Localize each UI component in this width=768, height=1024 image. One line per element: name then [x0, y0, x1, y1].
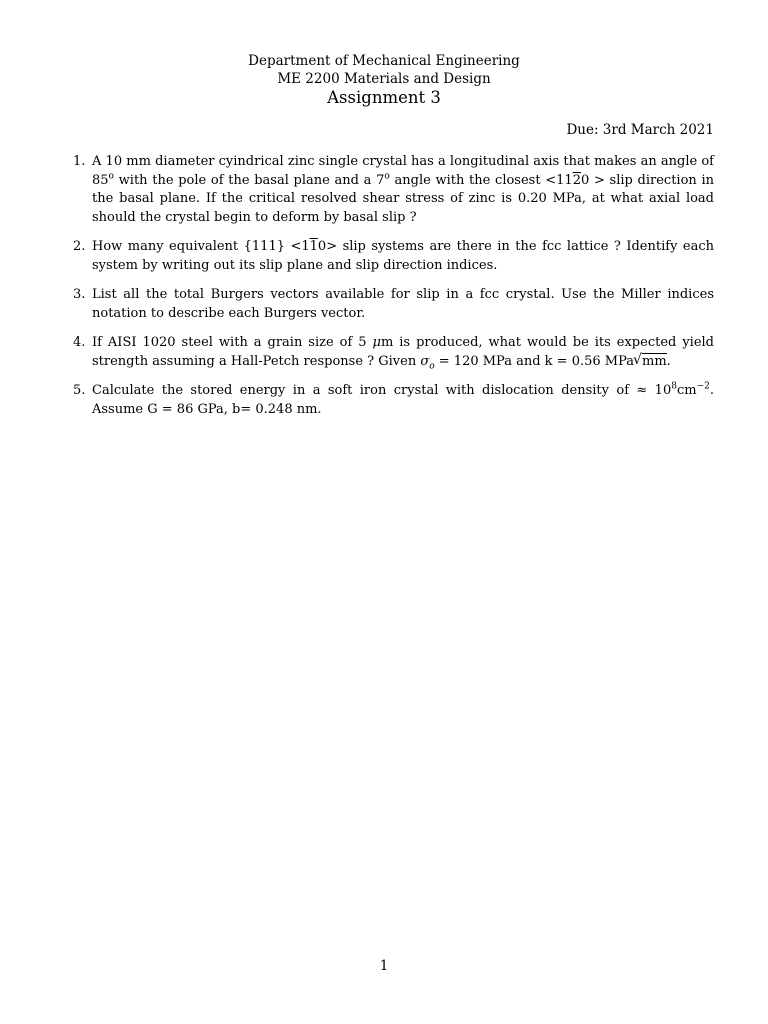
- assignment-title: Assignment 3: [327, 88, 441, 107]
- question-text: List all the total Burgers vectors available for slip in a fcc crystal. Use the Miller indices notation to describe each Burgers vector.: [92, 287, 714, 321]
- question-number: 5.: [73, 383, 86, 398]
- question-4: [73, 334, 714, 371]
- question-text: Calculate the stored energy in a soft iron crystal with dislocation density of ≈ $10^8cm^{-2}$. Assume G = 86 GPa, b= 0.248 nm.: [92, 381, 714, 417]
- question-1: [73, 153, 714, 227]
- course-title: ME 2200 Materials and Design: [277, 71, 491, 87]
- question-number: 1.: [73, 154, 86, 169]
- question-text: A 10 mm diameter cyindrical zinc single crystal has a longitudinal axis that makes an angle of 85$^o$ with the pole of the basal plane and a 7$^o$ angle with the closest <1120 > slip direction in the basal plane. If the critical resolved shear stress of zinc is 0.20 MPa, at what axial load should the crystal begin to deform by basal slip ?: [92, 154, 714, 225]
- question-2: [73, 238, 714, 275]
- due-date: Due: 3rd March 2021: [566, 122, 714, 138]
- question-list: [73, 153, 714, 430]
- question-number: 3.: [73, 287, 86, 302]
- square-root: √ mm: [634, 353, 667, 372]
- question-5: [73, 382, 714, 419]
- department-name: Department of Mechanical Engineering: [248, 53, 520, 69]
- question-text: How many equivalent {111} <110> slip systems are there in the fcc lattice ? Identify each system by writing out its slip plane and slip direction indices.: [92, 239, 714, 273]
- question-text: If AISI 1020 steel with a grain size of 5 μm is produced, what would be its expected yield strength assuming a Hall-Petch response ? Given $\sigma_o = 120$ MPa and k = 0.56 MPa√ mm.: [92, 335, 714, 369]
- question-number: 2.: [73, 239, 86, 254]
- document-header: [0, 52, 768, 108]
- question-number: 4.: [73, 335, 86, 350]
- question-3: [73, 286, 714, 323]
- page-number: 1: [379, 958, 389, 974]
